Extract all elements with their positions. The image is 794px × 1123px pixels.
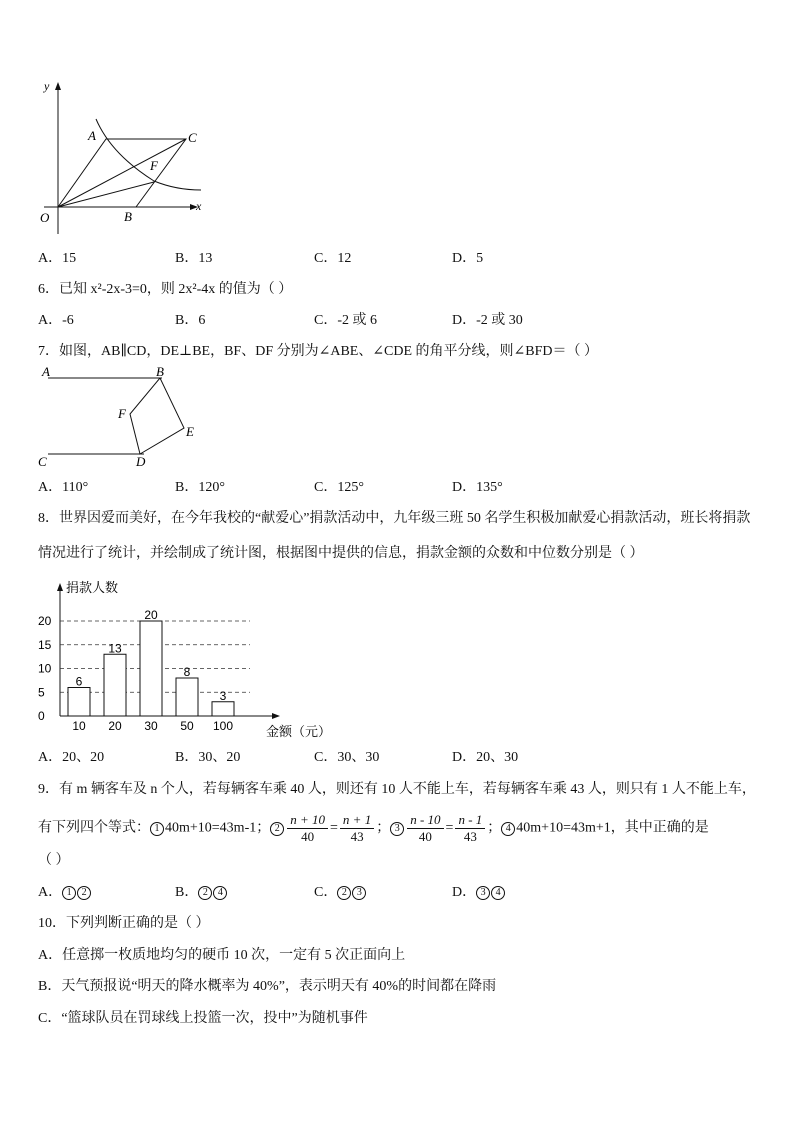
y-axis-arrow: [55, 82, 61, 90]
q6-stem: 6．已知 x²-2x-3=0，则 2x²-4x 的值为（ ）: [38, 282, 293, 297]
bar: [176, 678, 198, 716]
y-tick-label: 20: [38, 614, 52, 628]
parallel-lines-figure: [34, 362, 214, 472]
label-b: B: [124, 209, 132, 224]
y-axis-title: 捐款人数: [66, 580, 119, 595]
q5-option-a: A．15: [38, 251, 77, 266]
q7-option-a: A．110°: [38, 480, 89, 495]
x-tick-label: 50: [180, 719, 194, 733]
label-y: y: [44, 79, 50, 93]
x-tick-label: 10: [72, 719, 86, 733]
y-tick-label: 0: [38, 709, 45, 723]
coordinate-figure: [36, 74, 206, 234]
label-c: C: [188, 130, 197, 145]
q7-option-b: B．120°: [175, 480, 225, 495]
x-tick-label: 20: [108, 719, 122, 733]
circle-num-2: 2: [270, 822, 284, 836]
q10-option-c: C．“篮球队员在罚球线上投篮一次，投中”为随机事件: [38, 1011, 368, 1026]
q8-option-a: A．20、20: [38, 750, 105, 765]
diagonal-oc: [58, 139, 186, 207]
y-tick-label: 5: [38, 685, 45, 700]
label-x: x: [196, 199, 202, 213]
quadrilateral-bedf: [130, 378, 184, 454]
data-label: 13: [108, 641, 122, 656]
q10-option-b: B．天气预报说“明天的降水概率为 40%”，表示明天有 40%的时间都在降雨: [38, 979, 497, 994]
q9-option-a: A． 1 2: [38, 884, 92, 902]
q9-eq3-left-fraction: $\frac{n - 10}{40}$: [407, 812, 443, 845]
label-f: F: [150, 158, 158, 173]
circle-num-4: 4: [501, 822, 515, 836]
q6-option-b: B．6: [175, 313, 206, 328]
q9-stem-line1: 9．有 m 辆客车及 n 个人，若每辆客车乘 40 人，则还有 10 人不能上车，若每辆客车乘 43 人，则只有 1 人不能上车，: [38, 782, 756, 797]
label-c: C: [38, 454, 47, 469]
label-e: E: [186, 424, 194, 439]
q9-eq2-left-fraction: $\frac{n + 10}{40}$: [287, 812, 328, 845]
q8-stem-line1: 8．世界因爱而美好，在今年我校的“献爱心”捐款活动中，九年级三班 50 名学生积极加献爱心捐款活动，班长将捐款: [38, 511, 751, 526]
q9-option-d: D． 3 4: [452, 884, 506, 902]
label-a: A: [42, 364, 50, 379]
data-label: 6: [75, 674, 83, 689]
q10-stem: 10．下列判断正确的是（ ）: [38, 916, 210, 931]
q7-option-c: C．125°: [314, 480, 364, 495]
q8-stem-line2: 情况进行了统计，并绘制成了统计图，根据图中提供的信息，捐款金额的众数和中位数分别是（ ）: [38, 546, 644, 561]
q9-option-c: C． 2 3: [314, 884, 367, 902]
q8-option-c: C．30、30: [314, 750, 380, 765]
y-axis-arrow: [57, 583, 63, 591]
q9-eq3-right-fraction: $\frac{n - 1}{43}$: [455, 812, 485, 845]
q6-option-c: C．-2 或 6: [314, 313, 377, 328]
q5-option-b: B．13: [175, 251, 213, 266]
q7-stem: 7．如图，AB∥CD，DE⊥BE，BF、DF 分别为∠ABE、∠CDE 的角平分线，则∠BFD＝（ ）: [38, 344, 599, 359]
y-tick-label: 10: [38, 661, 52, 676]
bar: [140, 621, 162, 716]
label-a: A: [88, 128, 96, 143]
bar: [212, 702, 234, 716]
label-o: O: [40, 210, 50, 225]
q8-option-b: B．30、20: [175, 750, 241, 765]
circle-num-3: 3: [390, 822, 404, 836]
q7-option-d: D．135°: [452, 480, 503, 495]
data-label: 8: [183, 665, 191, 679]
x-tick-label: 100: [212, 719, 234, 733]
q5-option-d: D．5: [452, 251, 484, 266]
bar: [68, 688, 90, 717]
x-axis-arrow: [272, 713, 280, 719]
y-tick-label: 15: [38, 637, 52, 652]
label-b: B: [156, 364, 164, 379]
q9-eq4: 40m+10=43m+1，其中正确的是: [516, 820, 709, 836]
q6-option-a: A．-6: [38, 313, 74, 328]
label-f: F: [118, 406, 126, 421]
q5-option-c: C．12: [314, 251, 352, 266]
bar: [104, 654, 126, 716]
q9-eq1: 40m+10=43m-1；: [165, 820, 271, 836]
label-d: D: [136, 454, 146, 469]
donation-bar-chart: [34, 574, 334, 744]
data-label: 3: [219, 688, 227, 703]
q9-eq2-right-fraction: $\frac{n + 1}{43}$: [340, 812, 374, 845]
q9-stem-prefix: 有下列四个等式：: [38, 820, 150, 836]
q9-equations-line: 有下列四个等式： 1 40m+10=43m-1； 2 $\frac{n + 10}{40}$ = $\frac{n + 1}{43}$ ； 3 $\frac{n - 10}{40}$ = $\frac{n - 1}{43}$ ； 4 40m+10=43m+1，其中正确的是: [38, 812, 709, 844]
data-label: 20: [144, 608, 158, 622]
q9-paren: （ ）: [38, 853, 70, 868]
circle-num-1: 1: [150, 822, 164, 836]
x-axis-title: 金额（元）: [266, 724, 332, 739]
q6-option-d: D．-2 或 30: [452, 313, 523, 328]
q10-option-a: A．任意掷一枚质地均匀的硬币 10 次，一定有 5 次正面向上: [38, 948, 406, 963]
q8-option-d: D．20、30: [452, 750, 519, 765]
x-tick-label: 30: [144, 719, 158, 733]
hyperbola-curve: [96, 119, 201, 190]
q9-option-b: B． 2 4: [175, 884, 228, 902]
